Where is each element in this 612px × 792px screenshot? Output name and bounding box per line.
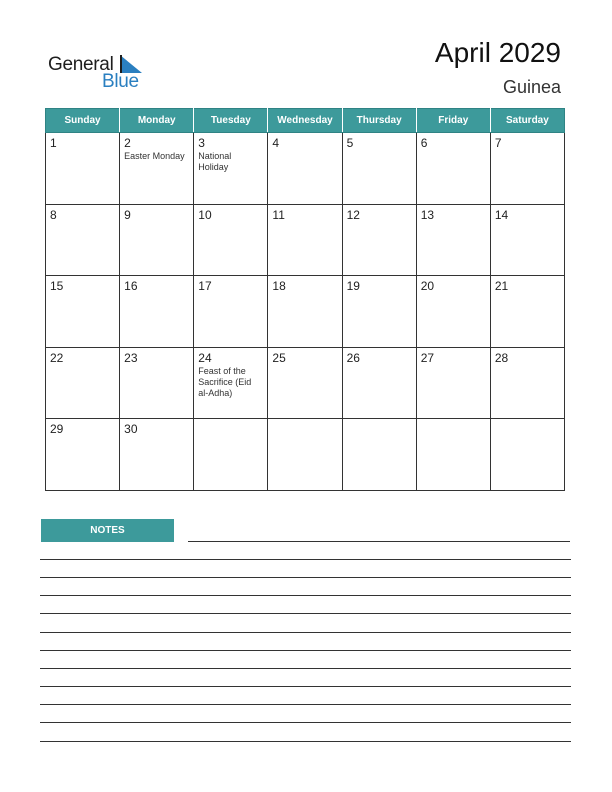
day-cell	[120, 419, 194, 491]
day-number: 6	[420, 136, 428, 150]
day-number: 15	[50, 279, 64, 293]
week-row	[46, 347, 565, 419]
day-cell	[490, 133, 564, 205]
day-number: 16	[124, 279, 138, 293]
day-cell	[416, 419, 490, 491]
day-number: 17	[198, 279, 212, 293]
day-number: 11	[272, 207, 285, 222]
note-line	[188, 541, 570, 542]
day-cell	[416, 347, 490, 419]
day-number: 9	[124, 207, 131, 222]
day-cell	[268, 276, 342, 348]
day-cell	[416, 204, 490, 276]
day-cell	[46, 419, 120, 491]
week-row	[46, 204, 565, 276]
day-cell	[120, 276, 194, 348]
day-cell	[342, 347, 416, 419]
weekday-wednesday: Wednesday	[268, 109, 342, 133]
weekday-tuesday: Tuesday	[194, 109, 268, 133]
holiday-label: Feast of the Sacrifice (Eid al-Adha)	[198, 365, 252, 398]
day-cell	[46, 133, 120, 205]
logo-blue-text: Blue	[102, 71, 139, 92]
day-cell	[194, 204, 268, 276]
week-row	[46, 276, 565, 348]
day-number: 18	[272, 279, 286, 293]
day-cell	[342, 204, 416, 276]
note-line	[40, 577, 571, 578]
day-cell	[268, 133, 342, 205]
holiday-label: Easter Monday	[124, 151, 185, 161]
day-number: 4	[272, 136, 280, 150]
day-cell	[120, 204, 194, 276]
day-cell	[194, 133, 268, 205]
day-number: 2	[124, 136, 131, 150]
notes-label: NOTES	[41, 519, 174, 542]
day-number: 13	[420, 207, 435, 222]
note-line	[40, 650, 571, 651]
day-cell	[268, 347, 342, 419]
day-number: 30	[124, 422, 138, 436]
day-cell	[194, 419, 268, 491]
day-cell	[416, 276, 490, 348]
note-line	[40, 686, 571, 687]
day-cell	[120, 347, 194, 419]
day-number: 25	[272, 350, 286, 365]
day-number: 29	[50, 422, 64, 436]
weekday-saturday: Saturday	[490, 109, 564, 133]
day-number: 12	[346, 207, 360, 222]
week-row	[46, 133, 565, 205]
day-number: 3	[198, 136, 205, 150]
weekday-friday: Friday	[416, 109, 490, 133]
weekday-header-row	[46, 109, 565, 133]
day-number: 1	[50, 136, 57, 150]
day-number: 22	[50, 350, 64, 365]
day-number: 10	[198, 207, 212, 222]
weekday-sunday: Sunday	[46, 109, 120, 133]
day-number: 14	[494, 207, 509, 222]
day-cell	[46, 276, 120, 348]
day-cell	[490, 347, 564, 419]
day-cell	[268, 419, 342, 491]
day-cell	[490, 204, 564, 276]
day-cell	[194, 276, 268, 348]
day-number: 23	[124, 350, 138, 365]
weekday-monday: Monday	[120, 109, 194, 133]
day-number: 21	[494, 279, 509, 293]
note-line	[40, 632, 571, 633]
country-name: Guinea	[502, 77, 561, 97]
day-cell	[490, 276, 564, 348]
note-line	[40, 613, 571, 614]
day-number: 28	[494, 350, 509, 365]
day-cell	[416, 133, 490, 205]
calendar-title: April 2029	[434, 37, 561, 68]
day-cell	[268, 204, 342, 276]
week-row	[46, 419, 565, 491]
day-number: 20	[420, 279, 435, 293]
note-line	[40, 722, 571, 723]
day-number: 27	[420, 350, 435, 365]
weekday-thursday: Thursday	[342, 109, 416, 133]
logo-general-text: General	[48, 54, 114, 75]
note-line	[40, 559, 571, 560]
day-number: 5	[346, 136, 354, 150]
day-number: 19	[346, 279, 360, 293]
day-cell	[194, 347, 268, 419]
note-line	[40, 704, 571, 705]
day-cell	[342, 133, 416, 205]
logo	[48, 52, 158, 92]
day-number: 8	[50, 207, 57, 222]
day-cell	[490, 419, 564, 491]
day-number: 24	[198, 350, 212, 365]
calendar-grid	[45, 108, 565, 491]
holiday-label: National Holiday	[198, 151, 232, 172]
day-cell	[46, 204, 120, 276]
day-cell	[46, 347, 120, 419]
day-cell	[342, 419, 416, 491]
note-line	[40, 741, 571, 742]
day-number: 7	[494, 136, 502, 150]
note-line	[40, 595, 571, 596]
day-cell	[342, 276, 416, 348]
day-number: 26	[346, 350, 360, 365]
note-line	[40, 668, 571, 669]
day-cell	[120, 133, 194, 205]
